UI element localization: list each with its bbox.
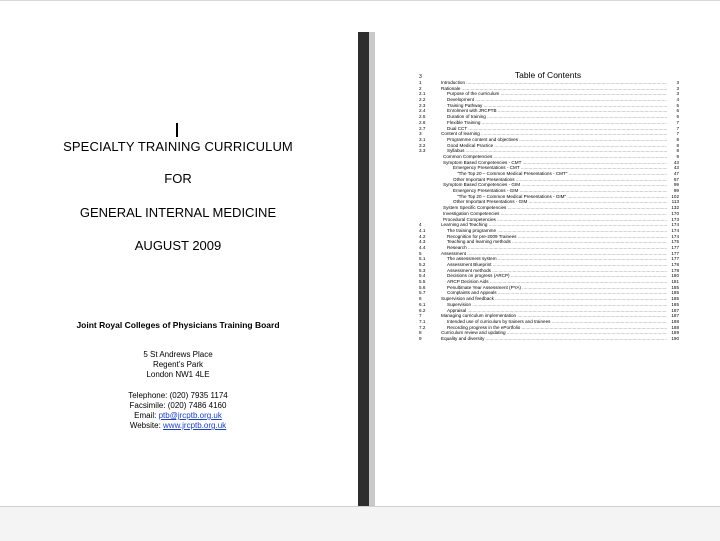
toc-entry-page: 102 — [667, 194, 679, 200]
toc-entry-page: 8 — [667, 137, 679, 143]
toc-entry-number: 4 — [419, 222, 422, 228]
toc-entry-number: 4.3 — [419, 239, 426, 245]
toc-entry-title: Content of learning ..... — [441, 131, 669, 137]
toc-entry-page: 187 — [667, 308, 679, 314]
address-line: 5 St Andrews Place — [143, 350, 213, 359]
toc-entry-page: 3 — [667, 86, 679, 92]
toc-entry-title: Intended use of curriculum by trainers and trainees ..... — [447, 319, 669, 325]
toc-entry-page: 6 — [667, 108, 679, 114]
toc-entry-page: 132 — [667, 205, 679, 211]
toc-entry-page: 188 — [667, 319, 679, 325]
toc-entry-page: 7 — [667, 131, 679, 137]
cover-page — [0, 2, 356, 505]
toc-entry-title: Recognition for pre-2009 Trainees ..... — [447, 234, 669, 240]
toc-entry-page: 177 — [667, 251, 679, 257]
website-link[interactable]: www.jrcptb.org.uk — [163, 421, 227, 430]
toc-entry-page: 113 — [667, 199, 679, 205]
toc-entry-title: Supervision ..... — [447, 302, 669, 308]
toc-entry-number: 5.3 — [419, 267, 426, 273]
toc-entry-title: Common Competencies ..... — [443, 154, 669, 160]
toc-entry-page: 175 — [667, 239, 679, 245]
toc-entry-title: Supervision and feedback ..... — [441, 296, 669, 302]
toc-entry-number: 7 — [419, 313, 422, 319]
toc-entry-title: Emergency Presentations - GIM ..... — [453, 188, 669, 194]
toc-entry-number: 2.4 — [419, 108, 426, 114]
toc-entry-page: 7 — [667, 126, 679, 132]
toc-entry-number: 5 — [419, 250, 422, 256]
toc-entry-title: Equality and diversity ..... — [441, 336, 669, 342]
toc-entry-number: 3.3 — [419, 148, 426, 154]
toc-entry-page: 187 — [667, 313, 679, 319]
toc-entry-title: Investigation Competencies ..... — [443, 211, 669, 217]
toc-entry-page: 7 — [667, 120, 679, 126]
telephone: Telephone: (020) 7935 1174 — [128, 391, 228, 400]
toc-entry-page: 4 — [667, 97, 679, 103]
toc-entry-number: 4.4 — [419, 244, 426, 250]
toc-entry-page: 43 — [667, 165, 679, 171]
curriculum-date: AUGUST 2009 — [134, 238, 222, 253]
toc-heading: Table of Contents — [514, 70, 582, 80]
postal-address — [20, 350, 336, 380]
facsimile: Facsimile: (020) 7486 4160 — [129, 401, 227, 410]
toc-entry-page: 9 — [667, 154, 679, 160]
toc-entry-number: 7.2 — [419, 324, 426, 330]
toc-entry-title: Decisions on progress (ARCP) ..... — [447, 273, 669, 279]
toc-entry-title: Assessment Blueprint ..... — [447, 262, 669, 268]
text-cursor — [176, 123, 178, 137]
toc-entry-page: 185 — [667, 290, 679, 296]
toc-entry-title: "The Top 20 – Common Medical Presentations - GIM" ..... — [457, 194, 669, 200]
toc-entry-title: Managing curriculum implementation ..... — [441, 313, 669, 319]
board-name: Joint Royal Colleges of Physicians Training Board — [76, 320, 280, 330]
page-gutter-shadow — [369, 32, 375, 506]
toc-entry-page: 67 — [667, 177, 679, 183]
toc-entry-title: Introduction ..... — [441, 80, 669, 86]
toc-entry-title: "The Top 20 – Common Medical Presentations - CMT" ..... — [457, 171, 669, 177]
curriculum-for: FOR — [164, 171, 192, 186]
email-link[interactable]: ptb@jrcptb.org.uk — [158, 411, 222, 420]
toc-entry-title: Symptom Based Competencies - GIM ..... — [443, 182, 669, 188]
table-of-contents — [419, 80, 679, 342]
toc-entry-number: 4.1 — [419, 227, 426, 233]
toc-entry-title: Penultimate Year Assessment (PYA) ..... — [447, 285, 669, 291]
toc-entry-number: 6.1 — [419, 301, 426, 307]
toc-entry-number: 5.2 — [419, 262, 426, 267]
toc-entry-title: Recording progress in the ePortfolio ..... — [447, 325, 669, 331]
toc-entry-page: 190 — [667, 336, 679, 342]
toc-entry-page: 185 — [667, 285, 679, 291]
toc-entry-title: Programme content and objectives ..... — [447, 137, 669, 143]
toc-entry-title: Curriculum review and updating ..... — [441, 330, 669, 336]
toc-entry-number: 9 — [419, 335, 422, 341]
contact-details — [20, 391, 336, 431]
toc-entry-number: 6 — [419, 296, 422, 302]
toc-entry-number: 4.2 — [419, 233, 426, 239]
website-line — [20, 421, 336, 431]
toc-entry-title: System Specific Competencies ..... — [443, 205, 669, 211]
toc-entry-number: 5.4 — [419, 273, 426, 279]
toc-entry-title: ARCP Decision Aids ..... — [447, 279, 669, 285]
toc-entry-number: 2.2 — [419, 97, 426, 103]
toc-entry-page: 177 — [667, 245, 679, 251]
toc-entry-page: 3 — [667, 91, 679, 97]
toc-entry-title: Appraisal ..... — [447, 308, 669, 314]
toc-entry-title: Purpose of the curriculum ..... — [447, 91, 669, 97]
toc-entry-title: Other Important Presentations ..... — [453, 177, 669, 183]
toc-entry-number: 5.7 — [419, 290, 426, 296]
toc-entry-page: 174 — [667, 222, 679, 228]
toc-entry-title: Procedural Competencies ..... — [443, 217, 669, 223]
toc-entry-page: 47 — [667, 171, 679, 177]
toc-entry-number: 3.1 — [419, 136, 426, 142]
viewer-status-bar — [0, 506, 720, 541]
toc-entry-page: 173 — [667, 217, 679, 223]
email-label: Email: — [134, 411, 159, 420]
toc-entry-number: 1 — [419, 80, 422, 85]
toc-entry-page: 170 — [667, 211, 679, 217]
toc-entry-title: Enrolment with JRCPTB ..... — [447, 108, 669, 114]
toc-entry-number: 7.1 — [419, 318, 426, 324]
toc-entry-page: 8 — [667, 143, 679, 149]
toc-entry-page: 189 — [667, 330, 679, 336]
toc-entry-title: Flexible Training ..... — [447, 120, 669, 126]
toc-entry-number: 2.7 — [419, 125, 426, 131]
toc-entry-title: Assessment ..... — [441, 251, 669, 257]
toc-entry-page: 188 — [667, 325, 679, 331]
toc-entry-page: 185 — [667, 302, 679, 308]
toc-entry-page: 174 — [667, 234, 679, 240]
toc-entry-title: Complaints and Appeals ..... — [447, 290, 669, 296]
toc-entry-number: 2.6 — [419, 119, 426, 125]
toc-entry-title: Syllabus ..... — [447, 148, 669, 154]
toc-entry-page: 3 — [667, 80, 679, 86]
page-number: 3 — [419, 74, 422, 80]
toc-entry-title: Symptom Based Competencies - CMT ..... — [443, 160, 669, 166]
toc-entry-title: Development ..... — [447, 97, 669, 103]
address-line: London NW1 4LE — [146, 370, 210, 379]
toc-entry-title: Emergency Presentations - CMT ..... — [453, 165, 669, 171]
toc-entry-page: 99 — [667, 182, 679, 188]
toc-entry-number: 2.1 — [419, 91, 426, 97]
toc-entry-number: 2.3 — [419, 102, 426, 108]
toc-entry-title: Good Medical Practice ..... — [447, 143, 669, 149]
toc-entry-number: 2.5 — [419, 114, 426, 120]
toc-entry-page: 178 — [667, 262, 679, 268]
toc-entry-number: 3 — [419, 131, 422, 137]
toc-entry-title: Rationale ..... — [441, 86, 669, 92]
toc-entry-title: Assessment methods ..... — [447, 268, 669, 274]
toc-entry-title: Teaching and learning methods ..... — [447, 239, 669, 245]
toc-entry-title: The training programme ..... — [447, 228, 669, 234]
toc-entry-number: 3.2 — [419, 142, 426, 148]
toc-entry-page: 174 — [667, 228, 679, 234]
toc-entry-title: Dual CCT ..... — [447, 126, 669, 132]
toc-entry-title: The assessment system ..... — [447, 256, 669, 262]
toc-entry-page: 5 — [667, 103, 679, 109]
email-line — [20, 411, 336, 421]
toc-entry-title: Duration of training ..... — [447, 114, 669, 120]
toc-entry-page: 181 — [667, 279, 679, 285]
toc-entry-number: 8 — [419, 330, 422, 336]
website-label: Website: — [129, 421, 164, 430]
curriculum-specialty: GENERAL INTERNAL MEDICINE — [79, 205, 277, 220]
toc-entry-title: Training Pathway ..... — [447, 103, 669, 109]
toc-entry-title: Learning and Teaching ..... — [441, 222, 669, 228]
toc-entry-title: Other Important Presentations - GIM ..... — [453, 199, 669, 205]
page-gutter — [358, 32, 369, 506]
toc-entry-page: 6 — [667, 114, 679, 120]
toc-entry-number: 2 — [419, 85, 422, 91]
toc-entry-page: 43 — [667, 160, 679, 166]
toc-entry-page: 178 — [667, 268, 679, 274]
toc-entry-number: 5.5 — [419, 279, 426, 285]
toc-entry-page: 185 — [667, 296, 679, 302]
address-line: Regent’s Park — [152, 360, 204, 369]
toc-entry-number: 5.6 — [419, 284, 426, 290]
toc-entry-page: 99 — [667, 188, 679, 194]
toc-entry-page: 8 — [667, 148, 679, 154]
toc-entry-page: 180 — [667, 273, 679, 279]
toc-entry-number: 5.1 — [419, 256, 426, 262]
toc-entry-number: 6.2 — [419, 307, 426, 313]
top-rule — [0, 0, 720, 1]
toc-entry-title: Research ..... — [447, 245, 669, 251]
curriculum-title: SPECIALTY TRAINING CURRICULUM — [63, 139, 293, 154]
toc-entry[interactable] — [419, 336, 679, 342]
toc-entry-page: 177 — [667, 256, 679, 262]
